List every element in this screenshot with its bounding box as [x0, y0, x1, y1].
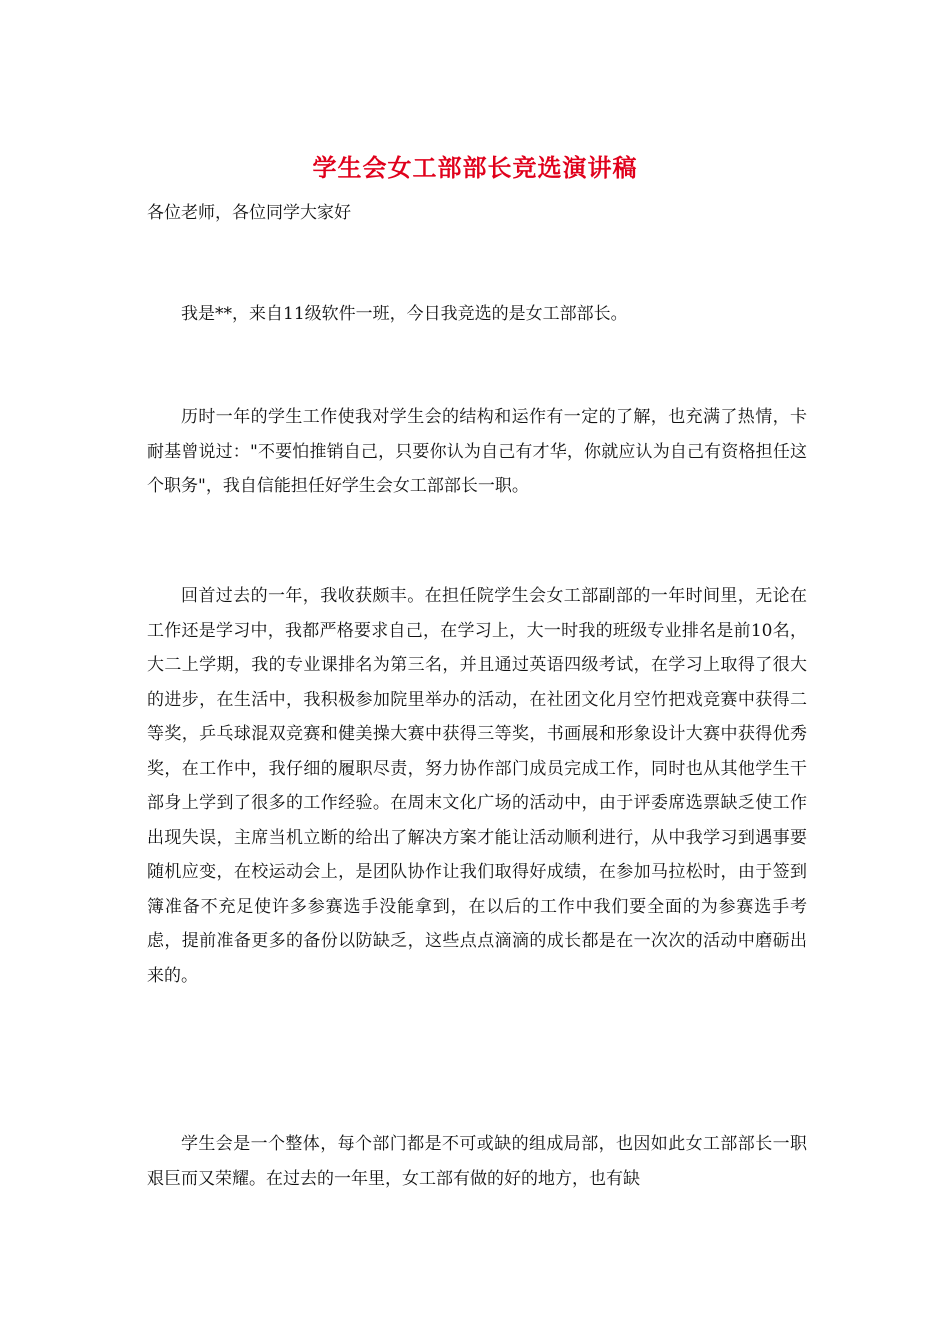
- greeting-line: 各位老师，各位同学大家好: [147, 203, 351, 223]
- paragraph-review: 回首过去的一年，我收获颇丰。在担任院学生会女工部副部的一年时间里，无论在工作还是学习中，我都严格要求自己，在学习上，大一时我的班级专业排名是前10名，大二上学期，我的专业课排名为第三名，并且通过英语四级考试，在学习上取得了很大的进步，在生活中，我积极参加院里举办的活动，在社团文化月空竹把戏竞赛中获得二等奖，乒乓球混双竞赛和健美操大赛中获得三等奖，书画展和形象设计大赛中获得优秀奖，在工作中，我仔细的履职尽责，努力协作部门成员完成工作，同时也从其他学生干部身上学到了很多的工作经验。在周末文化广场的活动中，由于评委席选票缺乏使工作出现失误，主席当机立断的给出了解决方案才能让活动顺利进行，从中我学习到遇事要随机应变，在校运动会上，是团队协作让我们取得好成绩，在参加马拉松时，由于签到簿准备不充足使许多参赛选手没能拿到，在以后的工作中我们要全面的为参赛选手考虑，提前准备更多的备份以防缺乏，这些点点滴滴的成长都是在一次次的活动中磨砺出来的。: [147, 586, 807, 986]
- paragraph-union: 学生会是一个整体，每个部门都是不可或缺的组成局部，也因如此女工部部长一职艰巨而又荣耀。在过去的一年里，女工部有做的好的地方，也有缺: [147, 1134, 807, 1189]
- document-title: 学生会女工部部长竞选演讲稿: [312, 153, 638, 182]
- paragraph-intro: 我是**，来自11级软件一班，今日我竞选的是女工部部长。: [181, 304, 628, 324]
- paragraph-experience: 历时一年的学生工作使我对学生会的结构和运作有一定的了解，也充满了热情，卡耐基曾说过："不要怕推销自己，只要你认为自己有才华，你就应认为自己有资格担任这个职务"，我自信能担任好学生会女工部部长一职。: [147, 407, 807, 496]
